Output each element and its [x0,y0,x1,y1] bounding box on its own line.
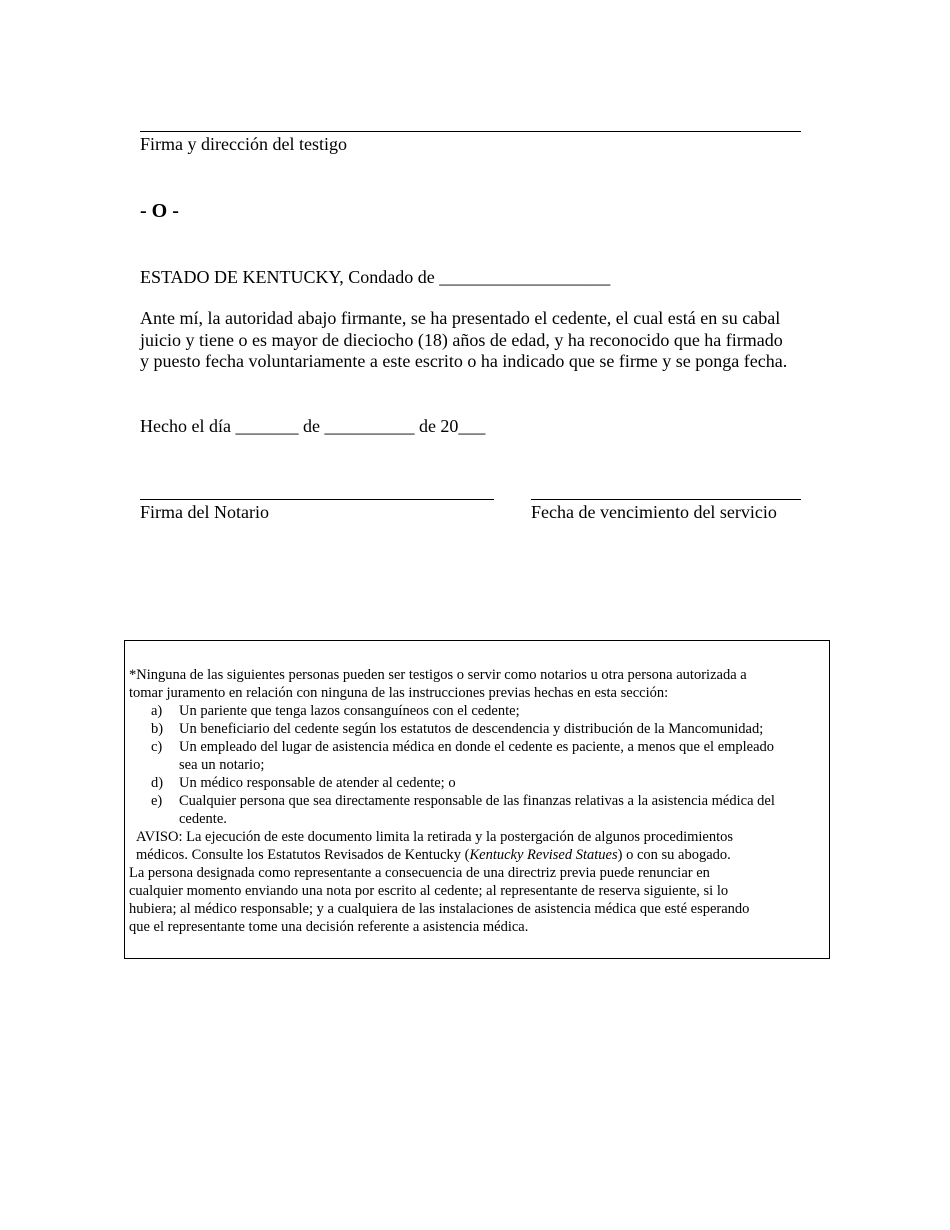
list-item-text: Un empleado del lugar de asistencia médica en donde el cedente es paciente, a menos que el empleado [179,739,775,755]
designee-line: cualquier momento enviando una nota por escrito al cedente; al representante de reserva siguiente, si lo [129,883,729,899]
state-county-line: ESTADO DE KENTUCKY, Condado de ___________________ [140,267,611,287]
witness-signature-label: Firma y dirección del testigo [140,134,347,154]
list-item-marker: b) [151,721,164,737]
designee-line: La persona designada como representante a consecuencia de una directriz previa puede renunciar en [129,865,710,881]
designee-line: hubiera; al médico responsable; y a cualquiera de las instalaciones de asistencia médica que esté esperando [129,901,750,917]
aviso-paragraph [136,828,826,864]
expiration-date-label: Fecha de vencimiento del servicio [531,502,777,522]
aviso-line [136,846,826,864]
list-item-text: Un beneficiario del cedente según los estatutos de descendencia y distribución de la Mancomunidad; [179,721,764,737]
acknowledgment-line: Ante mí, la autoridad abajo firmante, se ha presentado el cedente, el cual está en su cabal [140,308,781,328]
witness-signature-line [140,131,801,132]
date-line: Hecho el día _______ de __________ de 20___ [140,416,486,436]
list-item [151,720,821,738]
notice-box [124,640,830,959]
acknowledgment-line: juicio y tiene o es mayor de dieciocho (18) años de edad, y ha reconocido que ha firmado [140,329,783,350]
or-separator: - O - [140,200,179,222]
notice-intro-line: tomar juramento en relación con ninguna de las instrucciones previas hechas en esta sección: [129,685,669,701]
list-item-text: Cualquier persona que sea directamente responsable de las finanzas relativas a la asistencia médica del [179,793,775,809]
designee-line: que el representante tome una decisión referente a asistencia médica. [129,919,529,935]
list-item [151,702,821,720]
list-item-marker: c) [151,739,163,755]
list-item-marker: d) [151,775,164,791]
aviso-text: ) o con su abogado. [617,847,731,863]
list-item-text-continued: cedente. [179,811,227,827]
list-item [151,792,821,828]
acknowledgment-line: y puesto fecha voluntariamente a este escrito o ha indicado que se firme y se ponga fecha. [140,351,788,371]
list-item [151,774,821,792]
notary-signature-label: Firma del Notario [140,502,269,522]
list-item-text-continued: sea un notario; [179,757,265,773]
notary-signature-line [140,499,494,500]
designee-paragraph [129,864,829,936]
notice-intro [129,666,829,702]
list-item-text: Un médico responsable de atender al cedente; o [179,775,456,791]
list-item-text: Un pariente que tenga lazos consanguíneos con el cedente; [179,703,520,719]
aviso-line: AVISO: La ejecución de este documento limita la retirada y la postergación de algunos procedimientos [136,829,734,845]
list-item [151,738,821,774]
acknowledgment-paragraph [140,308,840,373]
list-item-marker: e) [151,793,163,809]
list-item-marker: a) [151,703,163,719]
expiration-date-line [531,499,801,500]
aviso-text: médicos. Consulte los Estatutos Revisados de Kentucky ( [136,847,470,863]
notice-intro-line: *Ninguna de las siguientes personas pueden ser testigos o servir como notarios u otra persona autorizada a [129,667,747,683]
statute-name: Kentucky Revised Statues [469,847,618,863]
